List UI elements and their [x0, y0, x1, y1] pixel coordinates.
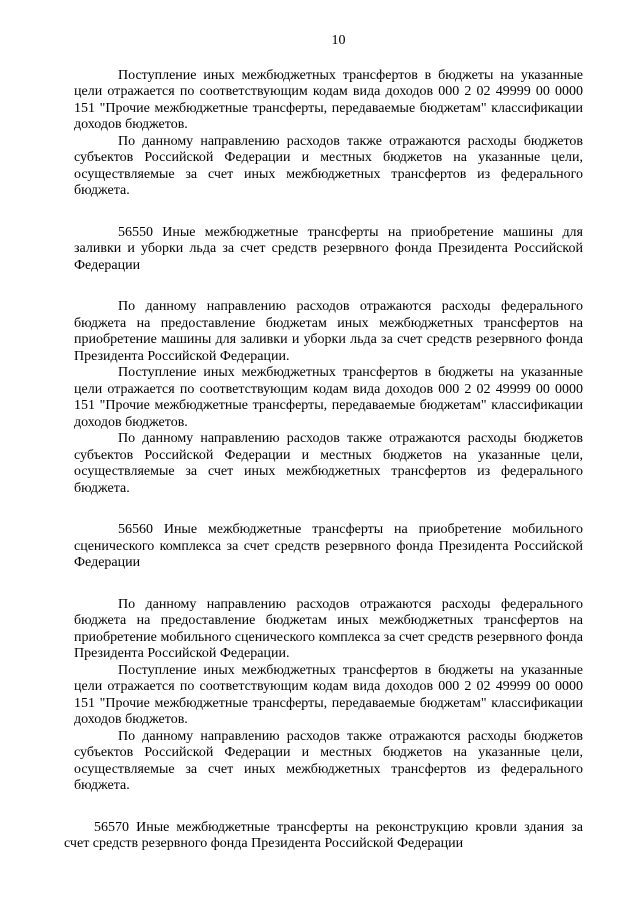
paragraph-subject-expenses: По данному направлению расходов также отражаются расходы бюджетов субъектов Российской Федерации и местных бюджетов на указанные цели, осуществляемые за счет иных межбюджетных трансфертов из федерального бюджета. [74, 728, 583, 793]
paragraph-income-receipt: Поступление иных межбюджетных трансфертов в бюджеты на указанные цели отражается по соответствующим кодам вида доходов 000 2 02 49999 00 0000 151 "Прочие межбюджетные трансферты, передаваемые бюджетам" классификации доходов бюджетов. [74, 67, 583, 132]
page-number: 10 [331, 33, 346, 48]
section-heading-56560: 56560 Иные межбюджетные трансферты на приобретение мобильного сценического комплекса за счет средств резервного фонда Президента Российской Федерации [74, 522, 583, 570]
paragraph-subject-expenses: По данному направлению расходов также отражаются расходы бюджетов субъектов Российской Федерации и местных бюджетов на указанные цели, осуществляемые за счет иных межбюджетных трансфертов из федерального бюджета. [74, 431, 583, 496]
spacer [74, 274, 583, 299]
section-heading-56570: 56570 Иные межбюджетные трансферты на реконструкцию кровли здания за счет средств резервного фонда Президента Российской Федерации [64, 819, 583, 851]
spacer [74, 497, 583, 522]
paragraph-income-receipt: Поступление иных межбюджетных трансфертов в бюджеты на указанные цели отражается по соответствующим кодам вида доходов 000 2 02 49999 00 0000 151 "Прочие межбюджетные трансферты, передаваемые бюджетам" классификации доходов бюджетов. [74, 662, 583, 727]
paragraph-federal-expenses: По данному направлению расходов отражаются расходы федерального бюджета на предоставление бюджетам иных межбюджетных трансфертов на приобретение мобильного сценического комплекса за счет средств резервного фонда Президента Российской Федерации. [74, 596, 583, 661]
paragraph-federal-expenses: По данному направлению расходов отражаются расходы федерального бюджета на предоставление бюджетам иных межбюджетных трансфертов на приобретение машины для заливки и уборки льда за счет средств резервного фонда Президента Российской Федерации. [74, 299, 583, 364]
paragraph-subject-expenses: По данному направлению расходов также отражаются расходы бюджетов субъектов Российской Федерации и местных бюджетов на указанные цели, осуществляемые за счет иных межбюджетных трансфертов из федерального бюджета. [74, 133, 583, 198]
spacer [74, 572, 583, 597]
spacer [74, 200, 583, 225]
section-heading-56550: 56550 Иные межбюджетные трансферты на приобретение машины для заливки и уборки льда за счет средств резервного фонда Президента Российской Федерации [74, 224, 583, 273]
paragraph-income-receipt: Поступление иных межбюджетных трансфертов в бюджеты на указанные цели отражается по соответствующим кодам вида доходов 000 2 02 49999 00 0000 151 "Прочие межбюджетные трансферты, передаваемые бюджетам" классификации доходов бюджетов. [74, 365, 583, 430]
spacer [74, 795, 583, 820]
